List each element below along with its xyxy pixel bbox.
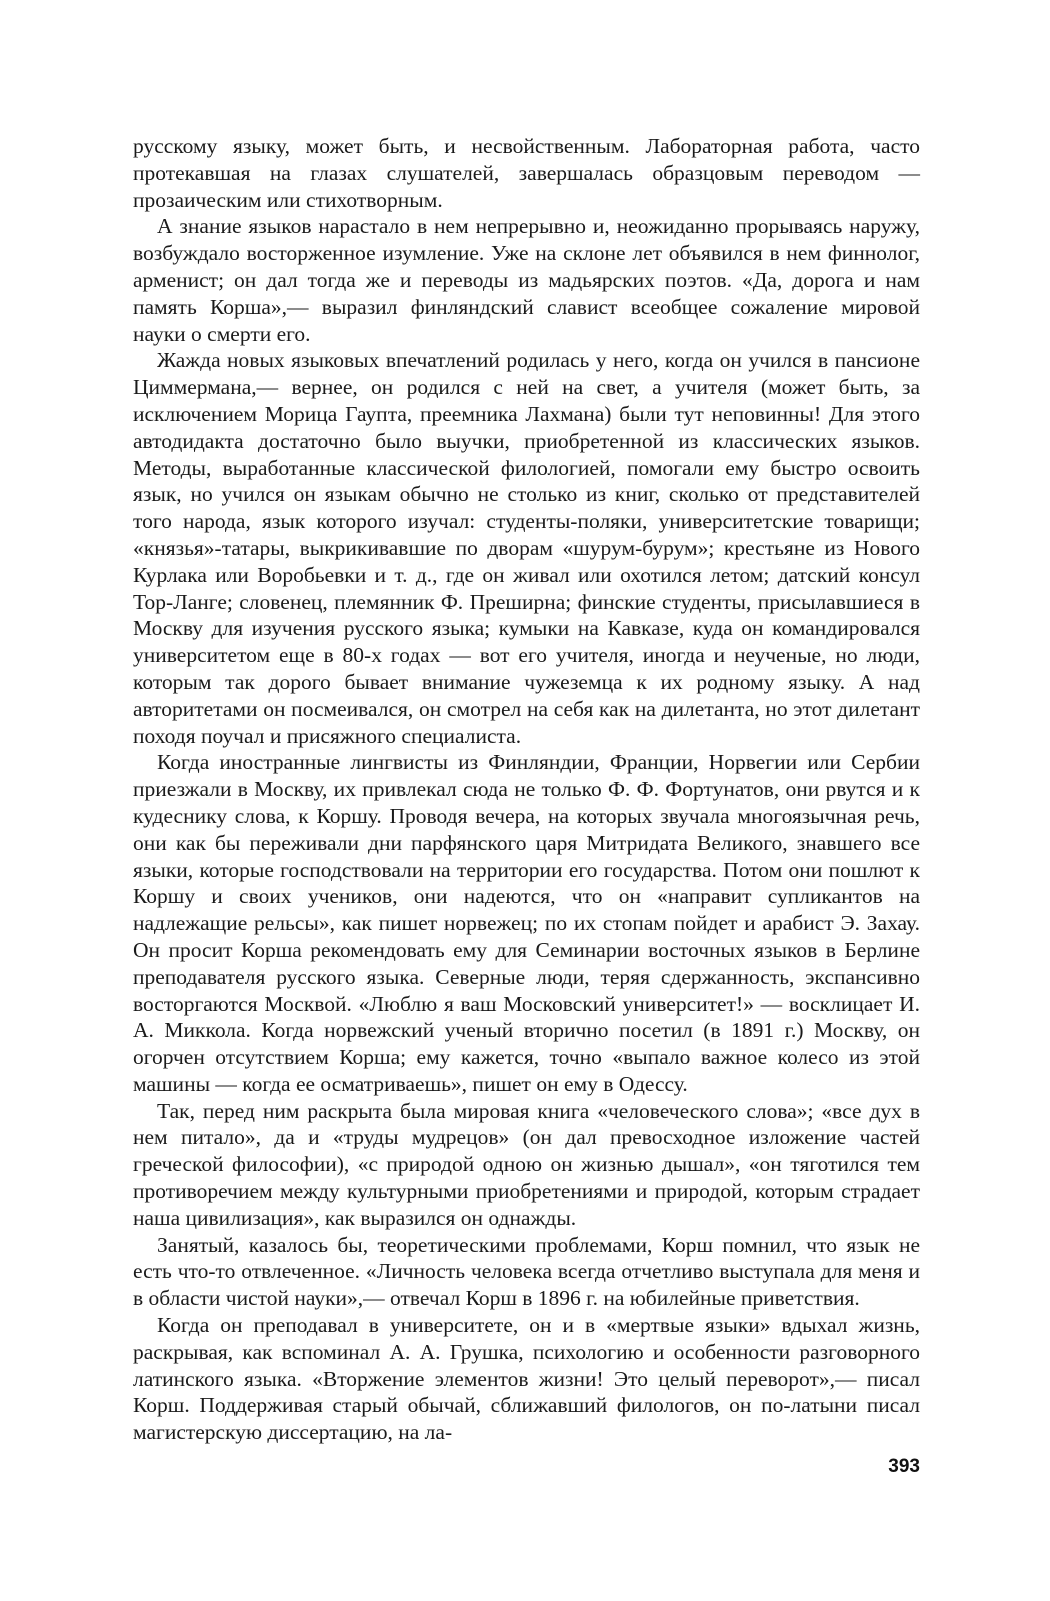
paragraph-5: Так, перед ним раскрыта была мировая книга «человеческого слова»; «все дух в нем питало», да и «труды мудрецов» (он дал превосходное изложение частей греческой философии), «с природой одною он жизнью дышал», «он тяготился тем противоречием между культурными приобретениями и природой, которым страдает наша цивилизация», как выразился он однажды. xyxy=(133,1098,920,1230)
paragraph-3: Жажда новых языковых впечатлений родилась у него, когда он учился в пансионе Циммермана,— вернее, он родился с ней на свет, а учителя (может быть, за исключением Морица Гаупта, преемника Лахмана) были тут неповинны! Для этого автодидакта достаточно было выучки, приобретенной из классических языков. Методы, выработанные классической филологией, помогали ему быстро освоить язык, но учился он языкам обычно не столько из книг, сколько от представителей того народа, язык которого изучал: студенты-поляки, университетские товарищи; «князья»-татары, выкрикивавшие по дворам «шурум-бурум»; крестьяне из Нового Курлака или Воробьевки и т. д., где он живал или охотился летом; датский консул Тор-Ланге; словенец, племянник Ф. Преширна; финские студенты, присылавшиеся в Москву для изучения русского языка; кумыки на Кавказе, куда он командировался университетом еще в 80-х годах — вот его учителя, иногда и неученые, но люди, которым так дорого бывает внимание чужеземца к их родному языку. А над авторитетами он посмеивался, он смотрел на себя как на дилетанта, но этот дилетант походя поучал и присяжного специалиста. xyxy=(133,348,920,748)
book-page-text xyxy=(133,133,920,1446)
paragraph-1: русскому языку, может быть, и несвойственным. Лабораторная работа, часто протекавшая на глазах слушателей, завершалась образцовым переводом — прозаическим или стихотворным. xyxy=(133,134,920,212)
paragraph-2: А знание языков нарастало в нем непрерывно и, неожиданно прорываясь наружу, возбуждало восторженное изумление. Уже на склоне лет объявился в нем финнолог, арменист; он дал тогда же и переводы из мадьярских поэтов. «Да, дорога и нам память Корша»,— выразил финляндский славист всеобщее сожаление мировой науки о смерти его. xyxy=(133,214,920,346)
page-number: 393 xyxy=(888,1456,920,1477)
paragraph-6: Занятый, казалось бы, теоретическими проблемами, Корш помнил, что язык не есть что-то отвлеченное. «Личность человека всегда отчетливо выступала для меня и в области чистой науки»,— отвечал Корш в 1896 г. на юбилейные приветствия. xyxy=(133,1232,920,1311)
paragraph-4: Когда иностранные лингвисты из Финляндии, Франции, Норвегии или Сербии приезжали в Москву, их привлекал сюда не только Ф. Ф. Фортунатов, они рвутся и к кудеснику слова, к Коршу. Проводя вечера, на которых звучала многоязычная речь, они как бы переживали дни парфянского царя Митридата Великого, знавшего все языки, которые господствовали на территории его государства. Потом они пошлют к Коршу и своих учеников, они надеются, что он «направит супликантов на надлежащие рельсы», как пишет норвежец; по их стопам пойдет и арабист Э. Захау. Он просит Корша рекомендовать ему для Семинарии восточных языков в Берлине преподавателя русского языка. Северные люди, теряя сдержанность, экспансивно восторгаются Москвой. «Люблю я ваш Московский университет!» — восклицает И. А. Миккола. Когда норвежский ученый вторично посетил (в 1891 г.) Москву, он огорчен отсутствием Корша; ему кажется, точно «выпало важное колесо из этой машины — когда ее осматриваешь», пишет он ему в Одессу. xyxy=(133,750,920,1096)
paragraph-7: Когда он преподавал в университете, он и в «мертвые языки» вдыхал жизнь, раскрывая, как вспоминал А. А. Грушка, психологию и особенности разговорного латинского языка. «Вторжение элементов жизни! Это целый переворот»,— писал Корш. Поддерживая старый обычай, сближавший филологов, он по-латыни писал магистерскую диссертацию, на ла- xyxy=(133,1313,920,1445)
